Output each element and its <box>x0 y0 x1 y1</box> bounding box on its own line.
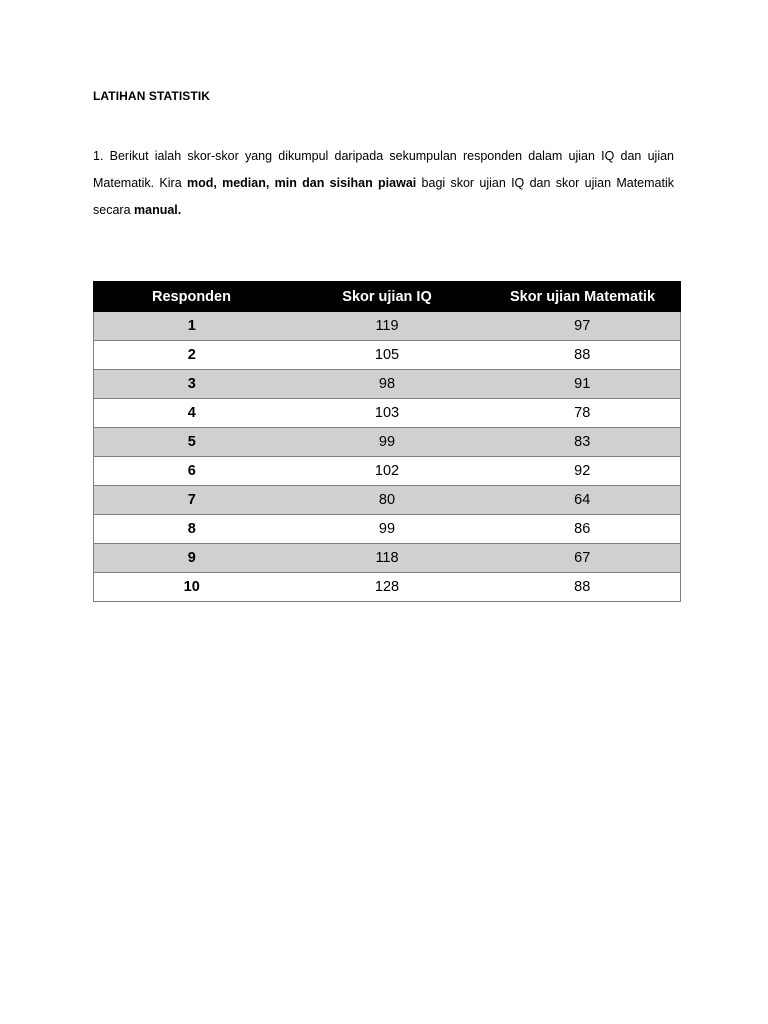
cell-skor-matematik: 67 <box>485 544 681 573</box>
cell-skor-matematik: 86 <box>485 515 681 544</box>
table-row <box>94 370 681 399</box>
table-row <box>94 399 681 428</box>
cell-skor-iq: 128 <box>290 573 485 602</box>
question-text-part2: bagi skor ujian IQ dan skor ujian Matematik secara <box>93 176 674 217</box>
cell-skor-matematik: 88 <box>485 573 681 602</box>
table-row <box>94 486 681 515</box>
header-skor-iq: Skor ujian IQ <box>290 282 485 312</box>
cell-skor-iq: 98 <box>290 370 485 399</box>
cell-skor-matematik: 91 <box>485 370 681 399</box>
cell-responden: 4 <box>94 399 290 428</box>
table-row <box>94 544 681 573</box>
cell-skor-matematik: 64 <box>485 486 681 515</box>
cell-skor-iq: 119 <box>290 312 485 341</box>
cell-skor-iq: 99 <box>290 428 485 457</box>
table-header-row <box>94 282 681 312</box>
cell-responden: 3 <box>94 370 290 399</box>
cell-responden: 5 <box>94 428 290 457</box>
cell-responden: 1 <box>94 312 290 341</box>
question-text-bold-statistics: mod, median, min dan sisihan piawai <box>186 176 417 190</box>
cell-responden: 10 <box>94 573 290 602</box>
cell-skor-iq: 102 <box>290 457 485 486</box>
question-text-bold-manual: manual. <box>134 203 182 217</box>
question-text-part1: 1. Berikut ialah skor-skor yang dikumpul daripada sekumpulan responden dalam ujian IQ dan ujian Matematik. Kira <box>93 149 674 190</box>
cell-responden: 9 <box>94 544 290 573</box>
table-row <box>94 573 681 602</box>
cell-skor-iq: 103 <box>290 399 485 428</box>
cell-skor-iq: 99 <box>290 515 485 544</box>
cell-skor-iq: 118 <box>290 544 485 573</box>
table-row <box>94 428 681 457</box>
cell-skor-matematik: 97 <box>485 312 681 341</box>
scores-table <box>93 281 681 602</box>
cell-skor-iq: 80 <box>290 486 485 515</box>
cell-responden: 7 <box>94 486 290 515</box>
cell-responden: 8 <box>94 515 290 544</box>
table-row <box>94 515 681 544</box>
cell-responden: 2 <box>94 341 290 370</box>
question-text <box>93 143 674 224</box>
document-heading: LATIHAN STATISTIK <box>93 89 211 103</box>
cell-skor-matematik: 83 <box>485 428 681 457</box>
table-row <box>94 457 681 486</box>
header-responden: Responden <box>94 282 290 312</box>
header-skor-matematik: Skor ujian Matematik <box>485 282 681 312</box>
cell-skor-matematik: 88 <box>485 341 681 370</box>
table-row <box>94 312 681 341</box>
cell-skor-matematik: 92 <box>485 457 681 486</box>
cell-skor-iq: 105 <box>290 341 485 370</box>
cell-skor-matematik: 78 <box>485 399 681 428</box>
table-row <box>94 341 681 370</box>
cell-responden: 6 <box>94 457 290 486</box>
